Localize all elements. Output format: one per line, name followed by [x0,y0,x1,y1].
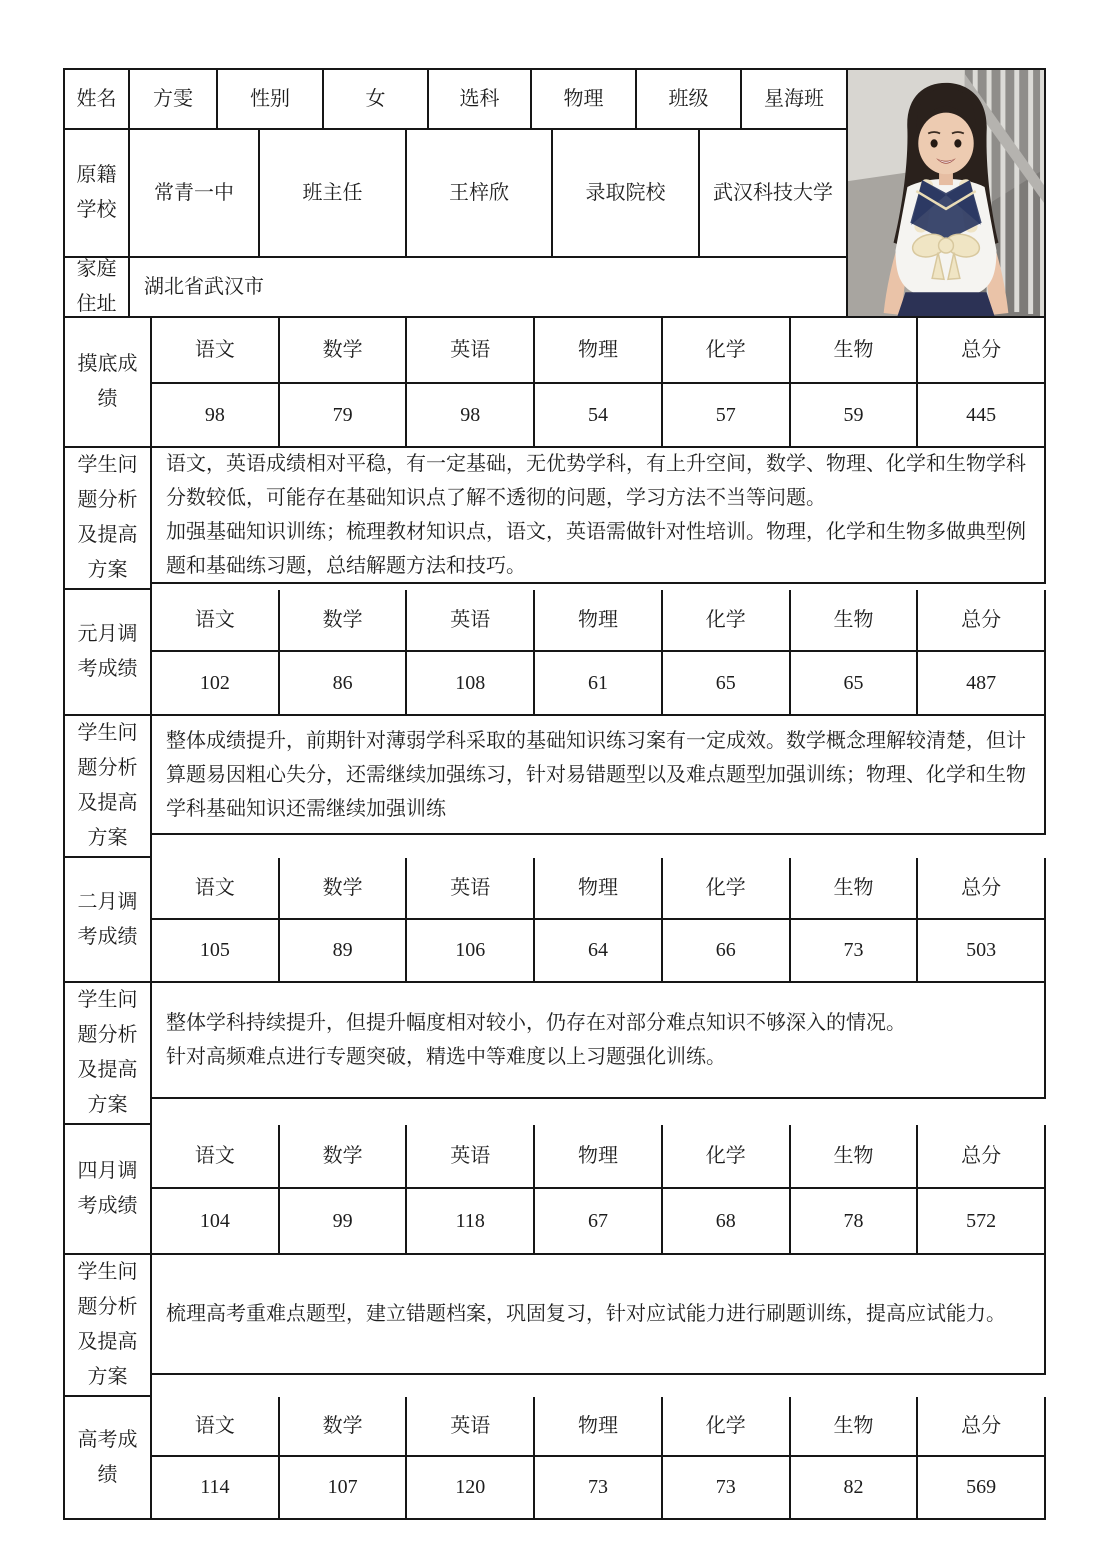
score-cell: 59 [791,384,919,448]
subject-header: 生物 [791,1125,919,1189]
subject-header: 总分 [918,318,1046,384]
score-cell: 108 [407,652,535,716]
class-value: 星海班 [742,70,848,130]
subject-header: 英语 [407,858,535,920]
score-cell: 118 [407,1189,535,1255]
address-value: 湖北省武汉市 [130,258,848,318]
gender-label: 性别 [218,70,324,130]
subject-header: 语文 [152,858,280,920]
score-block-february [65,858,1046,983]
subject-header: 英语 [407,590,535,652]
analysis-text [152,716,1046,835]
subject-header: 数学 [280,318,408,384]
analysis-paragraph: 针对高频难点进行专题突破，精选中等难度以上习题强化训练。 [166,1046,726,1068]
subject-header: 物理 [535,318,663,384]
score-cell: 503 [918,920,1046,983]
subject-header: 英语 [407,1397,535,1457]
subject-header: 生物 [791,590,919,652]
score-cell: 65 [663,652,791,716]
score-cell: 102 [152,652,280,716]
score-block-april [65,1125,1046,1255]
elective-label: 选科 [429,70,532,130]
head-teacher-label: 班主任 [260,130,407,258]
subject-header: 总分 [918,1125,1046,1189]
elective-value: 物理 [532,70,637,130]
subject-header: 物理 [535,858,663,920]
score-block-baseline [65,318,1046,448]
subject-header: 总分 [918,590,1046,652]
subject-header: 物理 [535,590,663,652]
student-record-table [63,68,1046,1520]
subject-header: 英语 [407,318,535,384]
subject-header: 化学 [663,1125,791,1189]
analysis-text [152,448,1046,584]
subject-header: 总分 [918,1397,1046,1457]
score-cell: 105 [152,920,280,983]
subject-header: 数学 [280,590,408,652]
score-cell: 569 [918,1457,1046,1520]
score-cell: 107 [280,1457,408,1520]
analysis-label: 学生问题分析及提高方案 [65,1255,152,1397]
subject-header: 语文 [152,590,280,652]
score-cell: 106 [407,920,535,983]
class-label: 班级 [637,70,742,130]
score-block-gaokao [65,1397,1046,1520]
head-teacher-value: 王梓欣 [407,130,553,258]
score-block-label: 高考成绩 [65,1397,152,1520]
subject-header: 化学 [663,318,791,384]
analysis-row-1 [65,448,1046,590]
score-cell: 66 [663,920,791,983]
subject-header: 数学 [280,858,408,920]
score-cell: 98 [407,384,535,448]
subject-header: 英语 [407,1125,535,1189]
analysis-row-3 [65,983,1046,1125]
subject-header: 总分 [918,858,1046,920]
analysis-label: 学生问题分析及提高方案 [65,448,152,590]
subject-header: 语文 [152,318,280,384]
score-cell: 61 [535,652,663,716]
subject-header: 物理 [535,1125,663,1189]
score-block-label: 摸底成绩 [65,318,152,448]
score-cell: 65 [791,652,919,716]
subject-header: 化学 [663,590,791,652]
score-cell: 89 [280,920,408,983]
score-block-label: 元月调考成绩 [65,590,152,716]
score-cell: 120 [407,1457,535,1520]
subject-header: 语文 [152,1397,280,1457]
score-cell: 73 [535,1457,663,1520]
score-cell: 79 [280,384,408,448]
subject-header: 数学 [280,1397,408,1457]
score-cell: 114 [152,1457,280,1520]
score-cell: 57 [663,384,791,448]
score-cell: 86 [280,652,408,716]
score-cell: 73 [663,1457,791,1520]
score-cell: 104 [152,1189,280,1255]
analysis-paragraph: 整体成绩提升，前期针对薄弱学科采取的基础知识练习案有一定成效。数学概念理解较清楚，但计算题易因粗心失分，还需继续加强练习，针对易错题型以及难点题型加强训练；物理、化学和生物学科基础知识还需继续加强训练 [166,729,1026,820]
analysis-paragraph: 整体学科持续提升，但提升幅度相对较小，仍存在对部分难点知识不够深入的情况。 [166,1012,906,1034]
score-cell: 98 [152,384,280,448]
subject-header: 数学 [280,1125,408,1189]
score-cell: 487 [918,652,1046,716]
score-cell: 68 [663,1189,791,1255]
score-cell: 82 [791,1457,919,1520]
analysis-label: 学生问题分析及提高方案 [65,716,152,858]
identity-section [65,70,1046,318]
analysis-paragraph: 梳理高考重难点题型，建立错题档案，巩固复习，针对应试能力进行刷题训练，提高应试能力。 [166,1303,1006,1325]
origin-school-label: 原籍学校 [65,130,130,258]
score-cell: 99 [280,1189,408,1255]
subject-header: 生物 [791,1397,919,1457]
analysis-label: 学生问题分析及提高方案 [65,983,152,1125]
analysis-paragraph: 语文，英语成绩相对平稳，有一定基础，无优势学科，有上升空间，数学、物理、化学和生物学科分数较低，可能存在基础知识点了解不透彻的问题，学习方法不当等问题。 [166,453,1026,509]
subject-header: 生物 [791,858,919,920]
analysis-text [152,1255,1046,1375]
analysis-row-4 [65,1255,1046,1397]
score-block-label: 二月调考成绩 [65,858,152,983]
college-label: 录取院校 [553,130,700,258]
subject-header: 物理 [535,1397,663,1457]
subject-header: 化学 [663,1397,791,1457]
score-cell: 445 [918,384,1046,448]
student-photo [848,70,1046,318]
score-cell: 73 [791,920,919,983]
analysis-row-2 [65,716,1046,858]
score-block-label: 四月调考成绩 [65,1125,152,1255]
college-value: 武汉科技大学 [700,130,848,258]
subject-header: 生物 [791,318,919,384]
name-label: 姓名 [65,70,130,130]
origin-school-value: 常青一中 [130,130,260,258]
gender-value: 女 [324,70,429,130]
analysis-text [152,983,1046,1099]
score-cell: 64 [535,920,663,983]
address-label: 家庭住址 [65,258,130,318]
subject-header: 化学 [663,858,791,920]
score-cell: 572 [918,1189,1046,1255]
score-cell: 54 [535,384,663,448]
score-cell: 78 [791,1189,919,1255]
score-block-january [65,590,1046,716]
subject-header: 语文 [152,1125,280,1189]
analysis-paragraph: 加强基础知识训练；梳理教材知识点，语文，英语需做针对性培训。物理，化学和生物多做典型例题和基础练习题，总结解题方法和技巧。 [166,521,1026,577]
name-value: 方雯 [130,70,218,130]
score-cell: 67 [535,1189,663,1255]
